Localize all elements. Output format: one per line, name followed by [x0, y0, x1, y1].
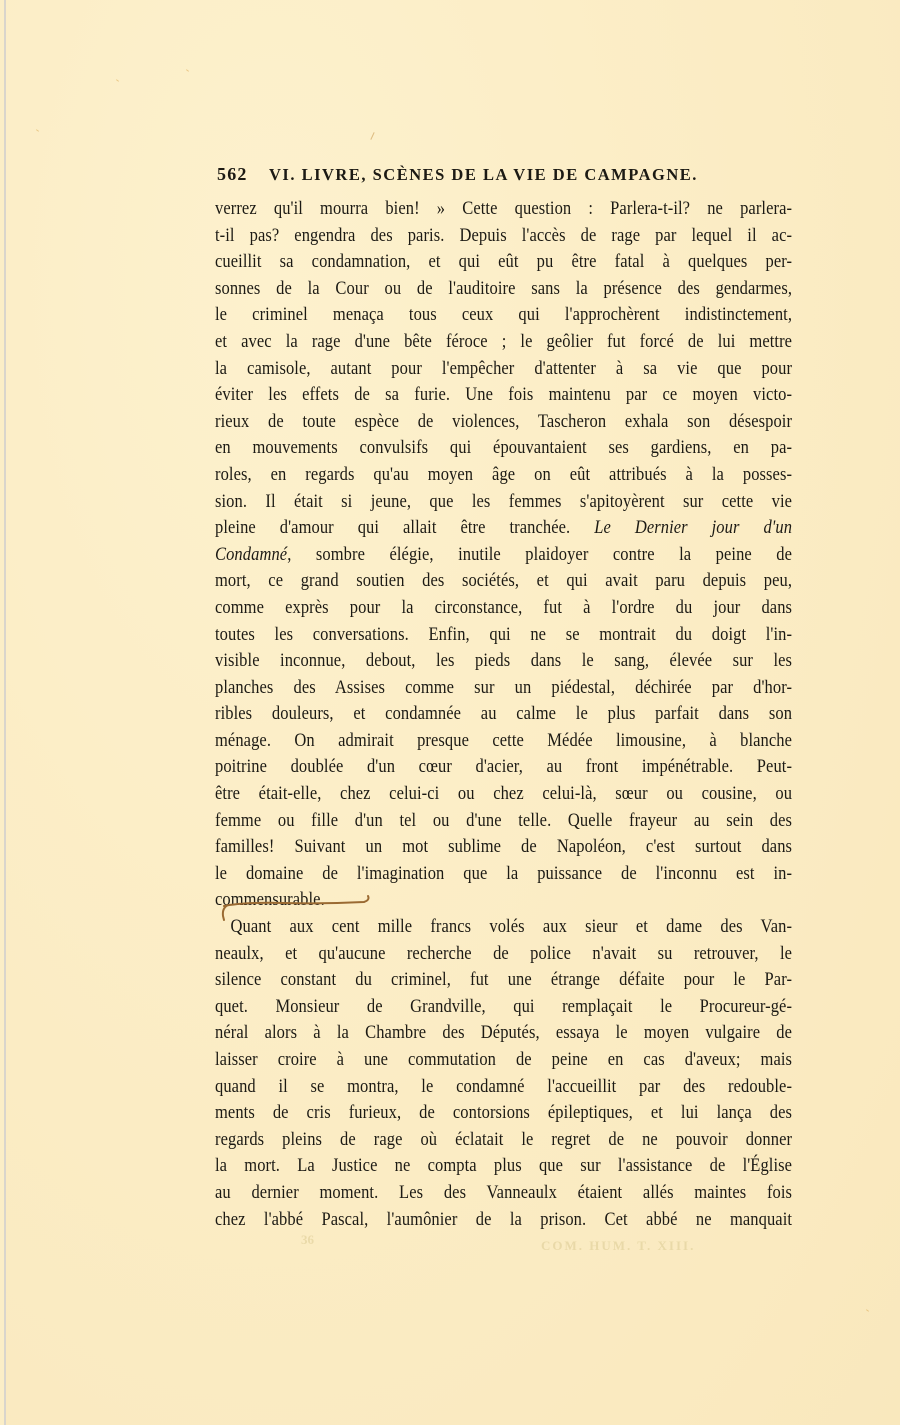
text-line: rieux de toute espèce de violences, Tascheron exhala son désespoir: [215, 410, 793, 432]
text-line: cueillit sa condamnation, et qui eût pu être fatal à quelques per-: [215, 251, 793, 273]
text-line: laisser croire à une commutation de peine en cas d'aveux; mais: [215, 1049, 793, 1070]
running-title: VI. LIVRE, SCÈNES DE LA VIE DE CAMPAGNE.: [269, 165, 698, 184]
text-line: comme exprès pour la circonstance, fut à l'ordre du jour dans: [215, 596, 793, 618]
text-line: éviter les effets de sa furie. Une fois maintenu par ce moyen victo-: [215, 384, 793, 406]
paper-speck: [116, 79, 119, 82]
book-title-italic: Le Dernier jour d'un: [594, 517, 793, 539]
paragraph-end-line: commensurable.: [215, 889, 325, 911]
text-line: toutes les conversations. Enfin, qui ne se montrait du doigt l'in-: [215, 623, 793, 645]
running-head: [217, 164, 777, 188]
text-line: au dernier moment. Les des Vanneaulx étaient allés maintes fois: [215, 1181, 793, 1203]
text-line: regards pleins de rage où éclatait le regret de ne pouvoir donner: [215, 1128, 793, 1150]
paper-speck: [36, 129, 39, 132]
bleed-through-signature: COM. HUM. T. XIII.: [541, 1238, 696, 1253]
text-line: quand il se montra, le condamné l'accueillit par des redouble-: [215, 1075, 793, 1097]
text-line: femme ou fille d'un tel ou d'une telle. Quelle frayeur au sein des: [215, 809, 793, 831]
text-line: en mouvements convulsifs qui épouvantaient ses gardiens, en pa-: [215, 437, 793, 459]
text-line-with-title: [215, 515, 792, 542]
book-page: [4, 0, 900, 1425]
paper-speck: [370, 132, 374, 140]
text-line: le domaine de l'imagination que la puissance de l'inconnu est in-: [215, 862, 793, 884]
text-line: visible inconnue, debout, les pieds dans le sang, élevée sur les: [215, 650, 793, 672]
text-line-with-title: [215, 542, 792, 569]
text-line: mort, ce grand soutien des sociétés, et qui avait paru depuis peu,: [215, 570, 793, 592]
text-line: chez l'abbé Pascal, l'aumônier de la prison. Cet abbé ne manquait: [215, 1208, 793, 1230]
text-line: Quant aux cent mille francs volés aux sieur et dame des Van-: [230, 916, 793, 938]
text-line: et avec la rage d'une bête féroce ; le geôlier fut forcé de lui mettre: [215, 330, 793, 352]
text-line: silence constant du criminel, fut une étrange défaite pour le Par-: [215, 969, 793, 991]
book-title-italic: Condamné: [215, 543, 288, 565]
body-text: [215, 196, 792, 1233]
text-line: la camisole, autant pour l'empêcher d'attenter à sa vie que pour: [215, 357, 793, 379]
text-segment: pleine d'amour qui allait être tranchée.: [215, 517, 595, 539]
text-segment: , sombre élégie, inutile plaidoyer contre la peine de: [287, 543, 793, 565]
text-line: sion. Il était si jeune, que les femmes s'apitoyèrent sur cette vie: [215, 490, 793, 512]
text-line: être était-elle, chez celui-ci ou chez celui-là, sœur ou cousine, ou: [215, 783, 793, 805]
bleed-through-number: 36: [301, 1232, 314, 1247]
text-line: planches des Assises comme sur un piédestal, déchirée par d'hor-: [215, 676, 793, 698]
text-line: ménage. On admirait presque cette Médée limousine, à blanche: [215, 729, 793, 751]
text-line: poitrine doublée d'un cœur d'acier, au front impénétrable. Peut-: [215, 756, 793, 778]
text-line: quet. Monsieur de Grandville, qui remplaçait le Procureur-gé-: [215, 995, 793, 1017]
paper-speck: [186, 69, 189, 72]
paper-speck: [866, 1309, 869, 1312]
text-line: la mort. La Justice ne compta plus que sur l'assistance de l'Église: [215, 1155, 793, 1177]
page-number: 562: [217, 164, 248, 184]
text-line: ments de cris furieux, de contorsions épileptiques, et lui lança des: [215, 1102, 793, 1124]
text-line: t-il pas? engendra des paris. Depuis l'accès de rage par lequel il ac-: [215, 224, 793, 246]
text-line: roles, en regards qu'au moyen âge on eût attribués à la posses-: [215, 463, 793, 485]
text-line: ribles douleurs, et condamnée au calme le plus parfait dans son: [215, 703, 793, 725]
text-line: neaulx, et qu'aucune recherche de police n'avait su retrouver, le: [215, 942, 793, 964]
text-line: verrez qu'il mourra bien! » Cette question : Parlera-t-il? ne parlera-: [215, 198, 793, 219]
text-line: familles! Suivant un mot sublime de Napoléon, c'est surtout dans: [215, 836, 793, 858]
text-line: le criminel menaça tous ceux qui l'approchèrent indistinctement,: [215, 304, 793, 326]
text-line: néral alors à la Chambre des Députés, essaya le moyen vulgaire de: [215, 1022, 793, 1044]
text-line: sonnes de la Cour ou de l'auditoire sans la présence des gendarmes,: [215, 277, 793, 299]
